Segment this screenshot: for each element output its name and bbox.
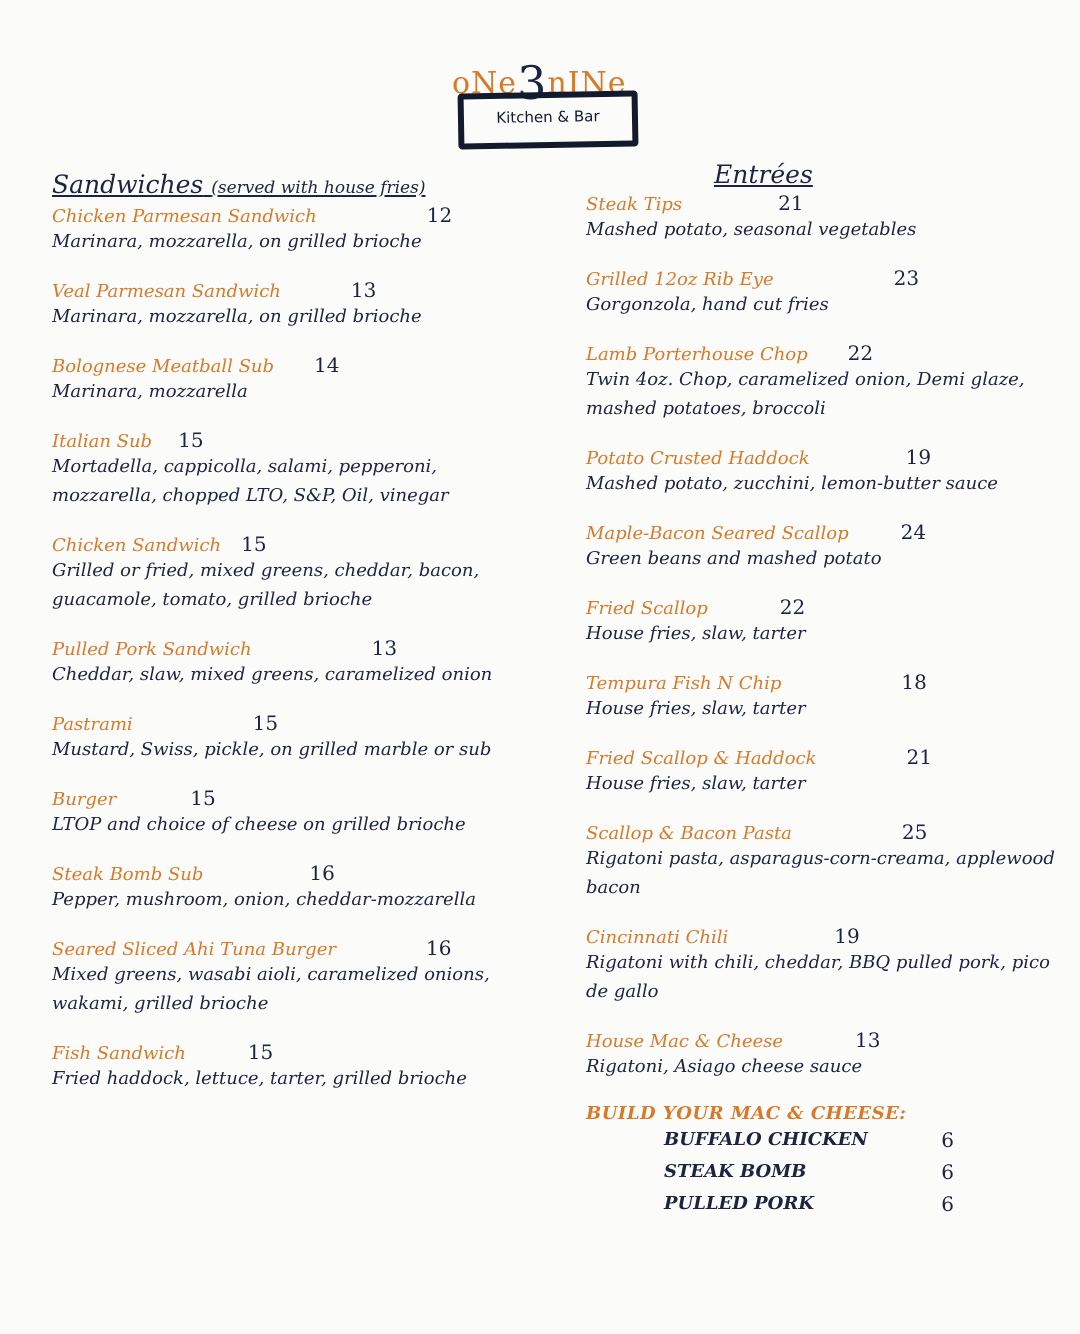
- menu-item: [586, 924, 1056, 1006]
- menu-item-price: 16: [425, 936, 452, 960]
- menu-item-description: Grilled or fried, mixed greens, cheddar, bacon, guacamole, tomato, grilled brioche: [52, 560, 480, 610]
- menu-item: [52, 428, 542, 510]
- menu-item: [52, 861, 542, 914]
- menu-item-name: Seared Sliced Ahi Tuna Burger: [52, 939, 336, 960]
- menu-item-header: [586, 341, 1056, 365]
- menu-item-description: LTOP and choice of cheese on grilled brioche: [52, 814, 466, 835]
- menu-item-price: 19: [905, 445, 932, 469]
- menu-item-header: [52, 636, 542, 660]
- menu-item: [52, 203, 542, 256]
- menu-item-price: 15: [252, 711, 279, 735]
- menu-item-description: Rigatoni, Asiago cheese sauce: [586, 1056, 863, 1077]
- menu-item-name: Steak Bomb Sub: [52, 864, 204, 885]
- menu-item-header: [52, 936, 542, 960]
- menu-item-description: Rigatoni pasta, asparagus-corn-creama, applewood bacon: [586, 848, 1055, 898]
- menu-item-name: Potato Crusted Haddock: [586, 448, 810, 469]
- menu-item: [52, 278, 542, 331]
- menu-item: [52, 1040, 542, 1093]
- restaurant-logo: [440, 40, 650, 160]
- menu-item-description: Mustard, Swiss, pickle, on grilled marble or sub: [52, 739, 492, 760]
- menu-item-name: Italian Sub: [52, 431, 153, 452]
- menu-item-name: Cincinnati Chili: [586, 927, 729, 948]
- menu-item-description: Mashed potato, zucchini, lemon-butter sauce: [586, 473, 998, 494]
- menu-item-name: House Mac & Cheese: [586, 1031, 784, 1052]
- menu-item-header: [52, 711, 542, 735]
- menu-item-price: 23: [893, 266, 920, 290]
- menu-item-price: 14: [314, 353, 340, 377]
- addon-row: [664, 1124, 954, 1156]
- menu-item-name: Steak Tips: [586, 194, 683, 215]
- menu-item: [586, 595, 1056, 648]
- menu-item-price: 22: [779, 595, 806, 619]
- menu-item-description: Fried haddock, lettuce, tarter, grilled brioche: [52, 1068, 467, 1089]
- menu-item-name: Fish Sandwich: [52, 1043, 186, 1064]
- menu-item-header: [52, 861, 542, 885]
- menu-item-name: Chicken Sandwich: [52, 535, 222, 556]
- menu-item-description: Pepper, mushroom, onion, cheddar-mozzarella: [52, 889, 476, 910]
- menu-item-header: [52, 428, 542, 452]
- menu-item-price: 24: [900, 520, 927, 544]
- menu-item-description: Cheddar, slaw, mixed greens, caramelized onion: [52, 664, 493, 685]
- menu-item: [52, 532, 542, 614]
- menu-item-header: [52, 532, 542, 556]
- menu-item-header: [52, 203, 542, 227]
- addon-row: [664, 1188, 954, 1220]
- menu-item: [586, 820, 1056, 902]
- menu-item-description: Twin 4oz. Chop, caramelized onion, Demi glaze, mashed potatoes, broccoli: [586, 369, 1025, 419]
- menu-item-header: [586, 191, 1056, 215]
- sandwiches-note: (served with house fries): [211, 178, 426, 198]
- addon-price: 6: [941, 1192, 954, 1216]
- menu-item: [586, 520, 1056, 573]
- menu-item-header: [586, 924, 1056, 948]
- menu-item-name: Fried Scallop: [586, 598, 708, 619]
- menu-item-name: Pastrami: [52, 714, 133, 735]
- menu-item-header: [586, 445, 1056, 469]
- menu-item-name: Bolognese Meatball Sub: [52, 356, 275, 377]
- menu-item-name: Burger: [52, 789, 117, 810]
- menu-item-price: 18: [901, 670, 927, 694]
- menu-item: [586, 745, 1056, 798]
- menu-item: [586, 445, 1056, 498]
- menu-item-description: House fries, slaw, tarter: [586, 698, 806, 719]
- menu-item: [586, 266, 1056, 319]
- menu-item-description: House fries, slaw, tarter: [586, 773, 806, 794]
- menu-item-name: Grilled 12oz Rib Eye: [586, 269, 774, 290]
- menu-item-description: Green beans and mashed potato: [586, 548, 882, 569]
- menu-item-header: [586, 1028, 1056, 1052]
- addon-name: BUFFALO CHICKEN: [664, 1129, 868, 1150]
- build-mac-heading: BUILD YOUR MAC & CHEESE:: [586, 1103, 907, 1124]
- menu-item-description: Mashed potato, seasonal vegetables: [586, 219, 917, 240]
- menu-item-description: Marinara, mozzarella: [52, 381, 248, 402]
- menu-item: [586, 1028, 1056, 1081]
- sandwiches-heading: Sandwiches (served with house fries): [52, 170, 426, 199]
- menu-item-name: Veal Parmesan Sandwich: [52, 281, 281, 302]
- menu-item-description: Marinara, mozzarella, on grilled brioche: [52, 306, 422, 327]
- menu-item-price: 15: [178, 428, 204, 452]
- menu-item-price: 13: [350, 278, 377, 302]
- menu-item-price: 13: [371, 636, 398, 660]
- menu-item-name: Maple-Bacon Seared Scallop: [586, 523, 849, 544]
- sandwiches-column: [52, 170, 542, 1115]
- menu-item-price: 15: [241, 532, 267, 556]
- menu-item: [52, 711, 542, 764]
- menu-item-name: Lamb Porterhouse Chop: [586, 344, 808, 365]
- menu-item-name: Scallop & Bacon Pasta: [586, 823, 792, 844]
- menu-item-description: Marinara, mozzarella, on grilled brioche: [52, 231, 422, 252]
- menu-item-description: Gorgonzola, hand cut fries: [586, 294, 829, 315]
- entree-list: [586, 191, 1056, 1081]
- logo-subtitle: Kitchen & Bar: [496, 107, 600, 127]
- menu-item-price: 19: [834, 924, 860, 948]
- menu-item: [52, 353, 542, 406]
- addon-price: 6: [941, 1160, 954, 1184]
- menu-item-header: [586, 520, 1056, 544]
- menu-item-description: Mixed greens, wasabi aioli, caramelized onions, wakami, grilled brioche: [52, 964, 490, 1014]
- menu-item-header: [586, 266, 1056, 290]
- menu-item-header: [586, 745, 1056, 769]
- menu-item-price: 15: [247, 1040, 274, 1064]
- menu-item-price: 16: [309, 861, 335, 885]
- menu-item-name: Chicken Parmesan Sandwich: [52, 206, 317, 227]
- menu-item-description: Mortadella, cappicolla, salami, pepperoni, mozzarella, chopped LTO, S&P, Oil, vinegar: [52, 456, 449, 506]
- entrees-heading: Entrées: [714, 160, 813, 189]
- menu-item-price: 25: [901, 820, 928, 844]
- menu-item-header: [52, 278, 542, 302]
- menu-item-price: 15: [190, 786, 216, 810]
- menu-item-price: 22: [847, 341, 874, 365]
- menu-item: [52, 636, 542, 689]
- menu-item-header: [52, 1040, 542, 1064]
- logo-frame: [458, 90, 639, 149]
- menu-item-header: [586, 595, 1056, 619]
- entrees-column: [586, 160, 1056, 1220]
- menu-item-name: Pulled Pork Sandwich: [52, 639, 252, 660]
- menu-item-price: 21: [906, 745, 932, 769]
- menu-item: [586, 341, 1056, 423]
- menu-item-header: [52, 353, 542, 377]
- menu-item: [52, 936, 542, 1018]
- addon-name: STEAK BOMB: [664, 1161, 807, 1182]
- menu-item-price: 13: [855, 1028, 881, 1052]
- addon-row: [664, 1156, 954, 1188]
- menu-item-name: Fried Scallop & Haddock: [586, 748, 817, 769]
- menu-item-header: [586, 820, 1056, 844]
- menu-item-name: Tempura Fish N Chip: [586, 673, 782, 694]
- menu-item-header: [586, 670, 1056, 694]
- menu-item-price: 12: [426, 203, 453, 227]
- logo-wordmark: oNe3nINe: [452, 56, 627, 110]
- menu-item: [586, 191, 1056, 244]
- addon-name: PULLED PORK: [664, 1193, 814, 1214]
- menu-item-header: [52, 786, 542, 810]
- addon-list: [586, 1124, 1056, 1220]
- menu-item: [586, 670, 1056, 723]
- menu-item: [52, 786, 542, 839]
- addon-price: 6: [941, 1128, 954, 1152]
- sandwich-list: [52, 203, 542, 1093]
- menu-item-price: 21: [778, 191, 804, 215]
- menu-item-description: Rigatoni with chili, cheddar, BBQ pulled pork, pico de gallo: [586, 952, 1050, 1002]
- menu-item-description: House fries, slaw, tarter: [586, 623, 806, 644]
